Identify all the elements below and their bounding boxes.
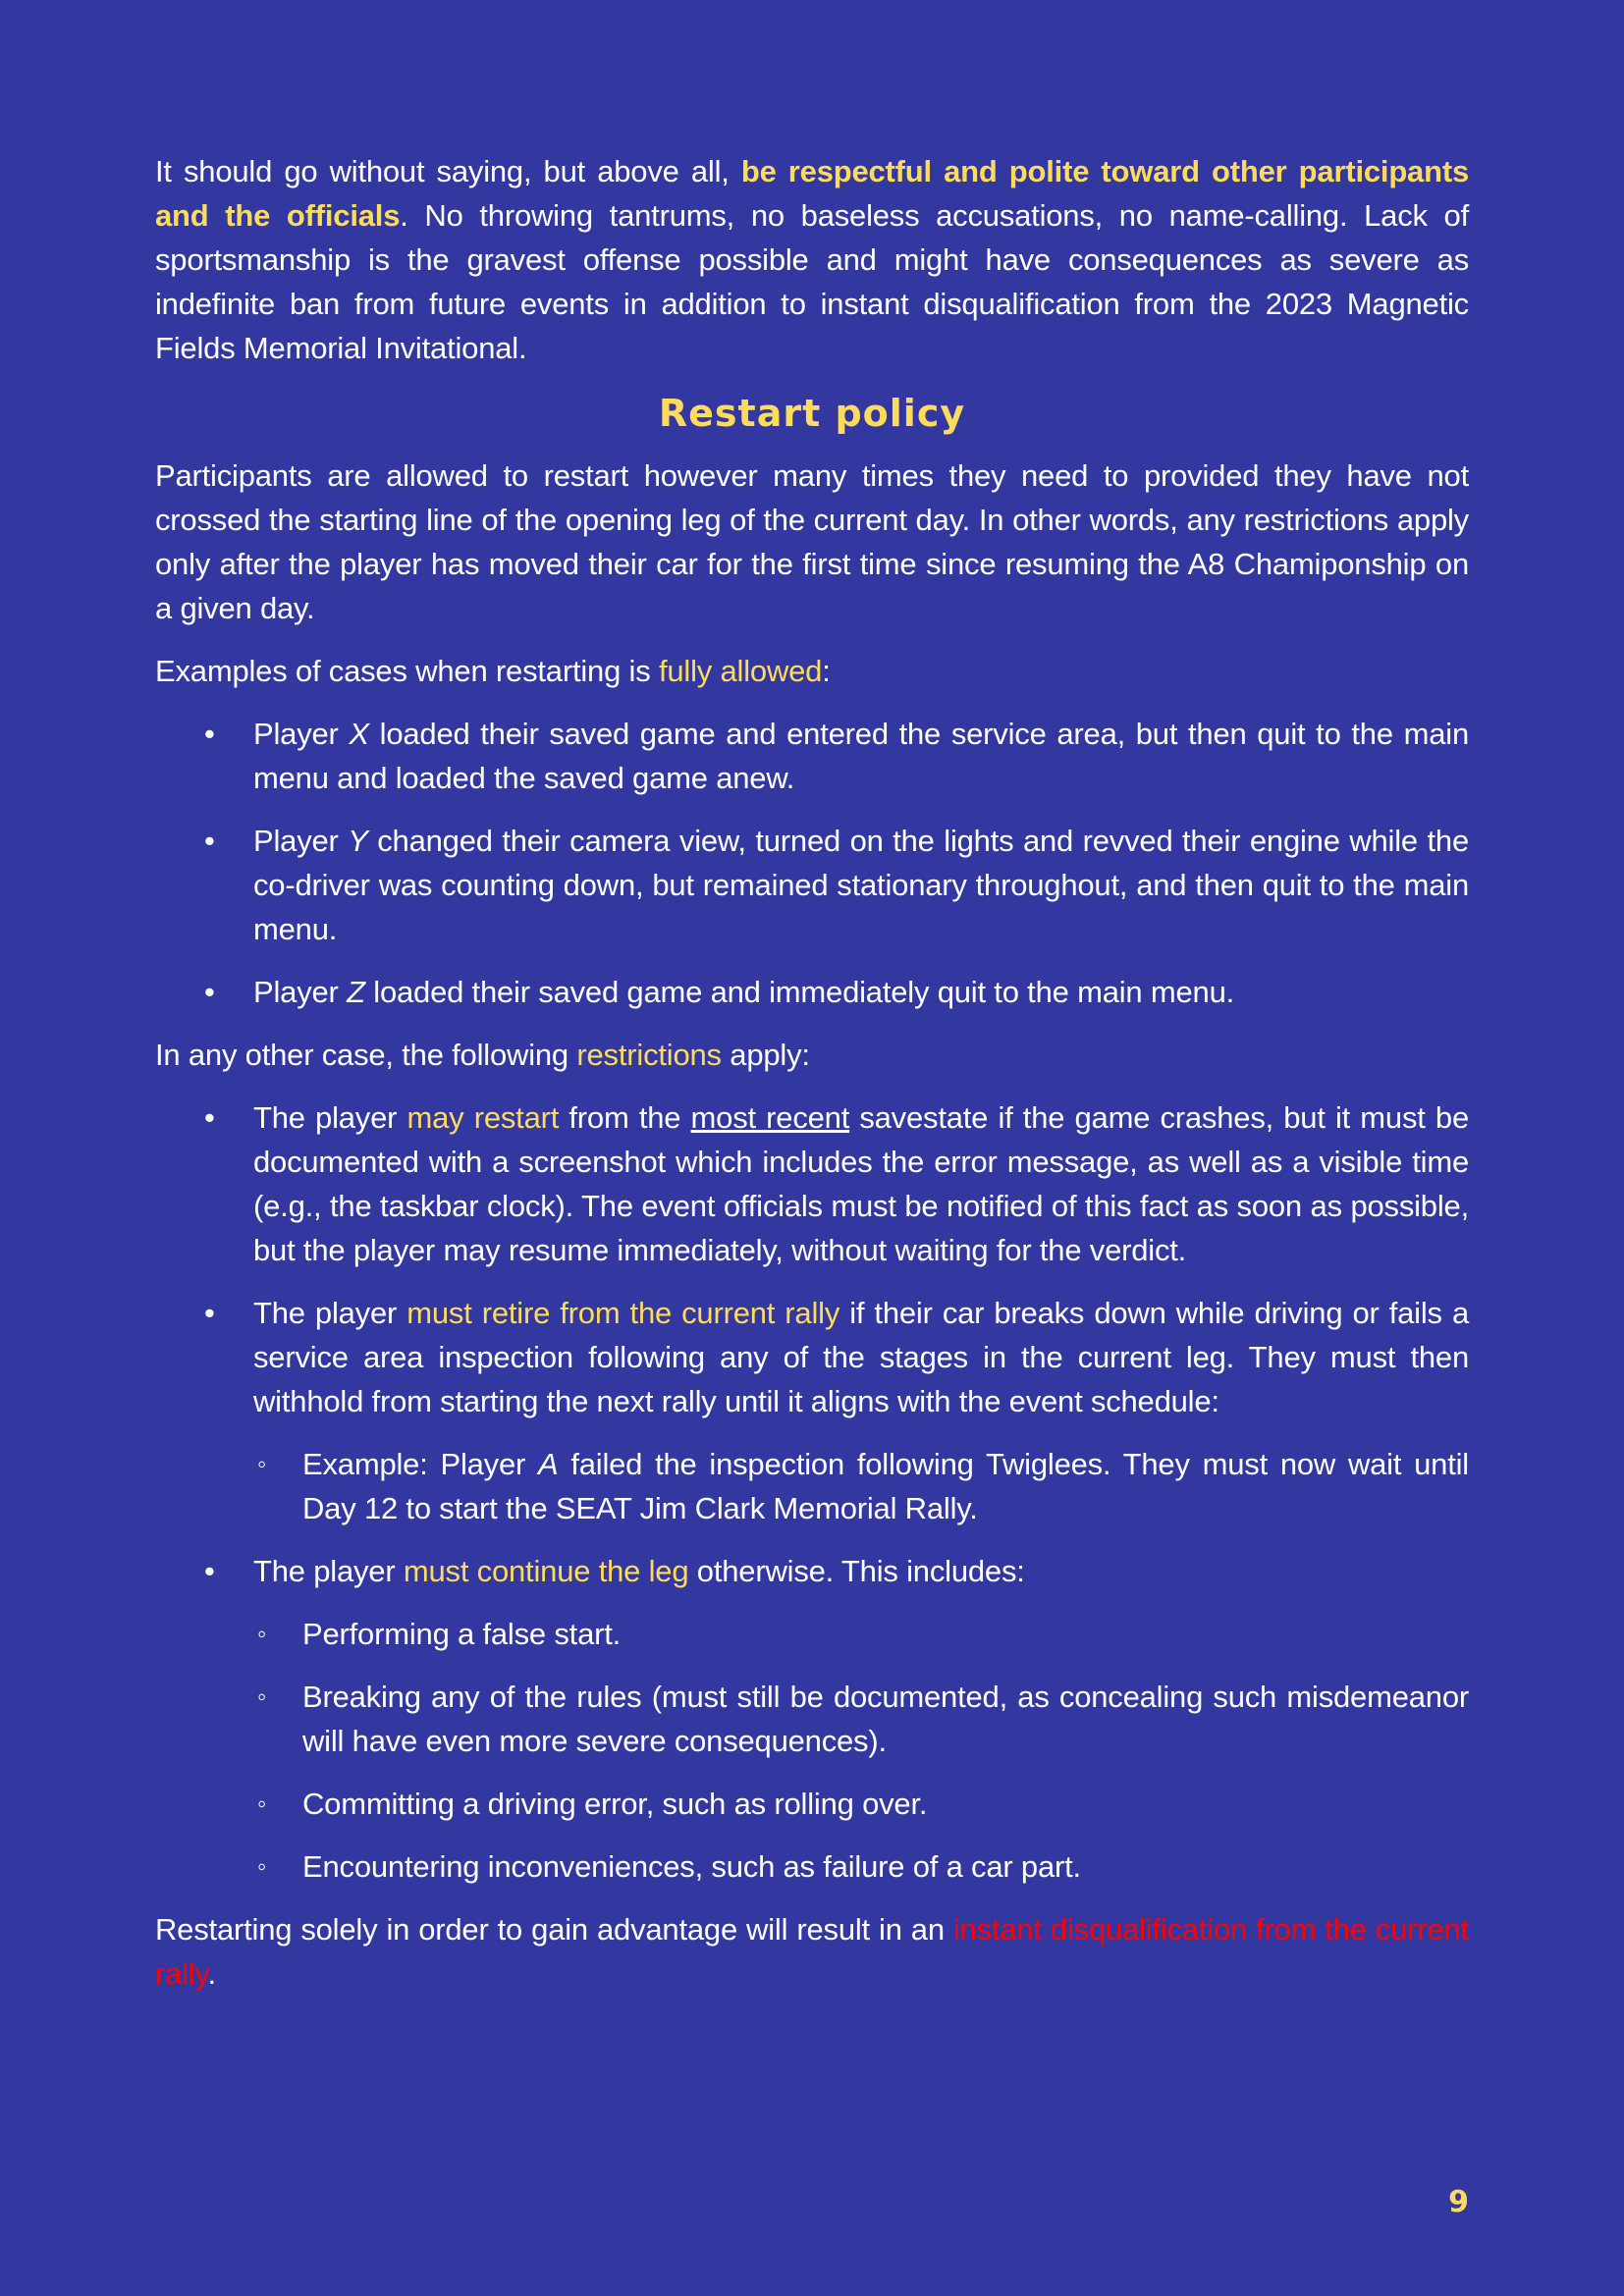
list-item: • The player must continue the leg otherwise. This includes: ◦ Performing a false start. ◦ Breaking any of the rules (must still be documented, as concealing such misdemeanor will have even more severe consequences). ◦ Committing a driving error, such as rolling over. ◦ Encountering inconveniences, such as failure of a car part.	[155, 1549, 1469, 1889]
sub-list	[155, 1442, 1469, 1530]
list-item: • Player X loaded their saved game and entered the service area, but then quit to the main menu and loaded the saved game anew.	[155, 712, 1469, 800]
allowed-list	[155, 712, 1469, 1014]
highlight-may-restart: may restart	[406, 1100, 560, 1135]
sportsmanship-paragraph: It should go without saying, but above all, be respectful and polite toward other participants and the officials. No throwing tantrums, no baseless accusations, no name-calling. Lack of sportsmanship is the gravest offense possible and might have consequences as severe as indefinite ban from future events in addition to instant disqualification from the 2023 Magnetic Fields Memorial Invitational.	[155, 154, 1469, 365]
highlight-restrictions: restrictions	[576, 1038, 722, 1072]
allowed-intro: Examples of cases when restarting is fully allowed:	[155, 654, 831, 688]
list-item: • Player Y changed their camera view, turned on the lights and revved their engine while the co-driver was counting down, but remained stationary throughout, and then quit to the main menu.	[155, 819, 1469, 951]
policy-paragraph: Participants are allowed to restart however many times they need to provided they have not crossed the starting line of the opening leg of the current day. In other words, any restrictions apply only after the player has moved their car for the first time since resuming the A8 Chamiponship on a given day.	[155, 458, 1469, 625]
underlined-most-recent: most recent	[690, 1100, 850, 1135]
list-item: • The player may restart from the most recent savestate if the game crashes, but it must be documented with a screenshot which includes the error message, as well as a visible time (e.g., the taskbar clock). The event officials must be notified of this fact as soon as possible, but the player may resume immediately, without waiting for the verdict.	[155, 1095, 1469, 1272]
list-item: • Player Z loaded their saved game and immediately quit to the main menu.	[155, 970, 1469, 1014]
restrictions-list	[155, 1095, 1469, 1889]
highlight-respect: be respectful and polite toward other participants and the officials	[155, 154, 1469, 233]
sub-list-item: ◦ Performing a false start.	[155, 1612, 1469, 1656]
warning-disqualification: instant disqualification from the current rally	[155, 1912, 1470, 1991]
sub-list-item: ◦ Breaking any of the rules (must still be documented, as concealing such misdemeanor will have even more severe consequences).	[155, 1675, 1469, 1763]
sub-list-item: ◦ Committing a driving error, such as rolling over.	[155, 1782, 1469, 1826]
list-item: • The player must retire from the current rally if their car breaks down while driving or fails a service area inspection following any of the stages in the current leg. They must then withhold from starting the next rally until it aligns with the event schedule: ◦ Example: Player A failed the inspection following Twiglees. They must now wait until Day 12 to start the SEAT Jim Clark Memorial Rally.	[155, 1291, 1469, 1530]
sub-list-item: ◦ Encountering inconveniences, such as failure of a car part.	[155, 1844, 1469, 1889]
highlight-fully-allowed: fully allowed	[658, 654, 823, 688]
page-number: 9	[1448, 2185, 1469, 2219]
document-page	[155, 149, 1469, 2014]
highlight-must-continue: must continue the leg	[403, 1554, 689, 1588]
highlight-must-retire: must retire from the current rally	[406, 1296, 840, 1330]
sub-list-item: ◦ Example: Player A failed the inspection following Twiglees. They must now wait until Day 12 to start the SEAT Jim Clark Memorial Rally.	[155, 1442, 1469, 1530]
restrictions-intro: In any other case, the following restrictions apply:	[155, 1038, 810, 1072]
sub-list	[155, 1612, 1469, 1889]
closing-paragraph: Restarting solely in order to gain advantage will result in an instant disqualification from the current rally.	[155, 1912, 1470, 1991]
section-heading: Restart policy	[658, 392, 966, 435]
